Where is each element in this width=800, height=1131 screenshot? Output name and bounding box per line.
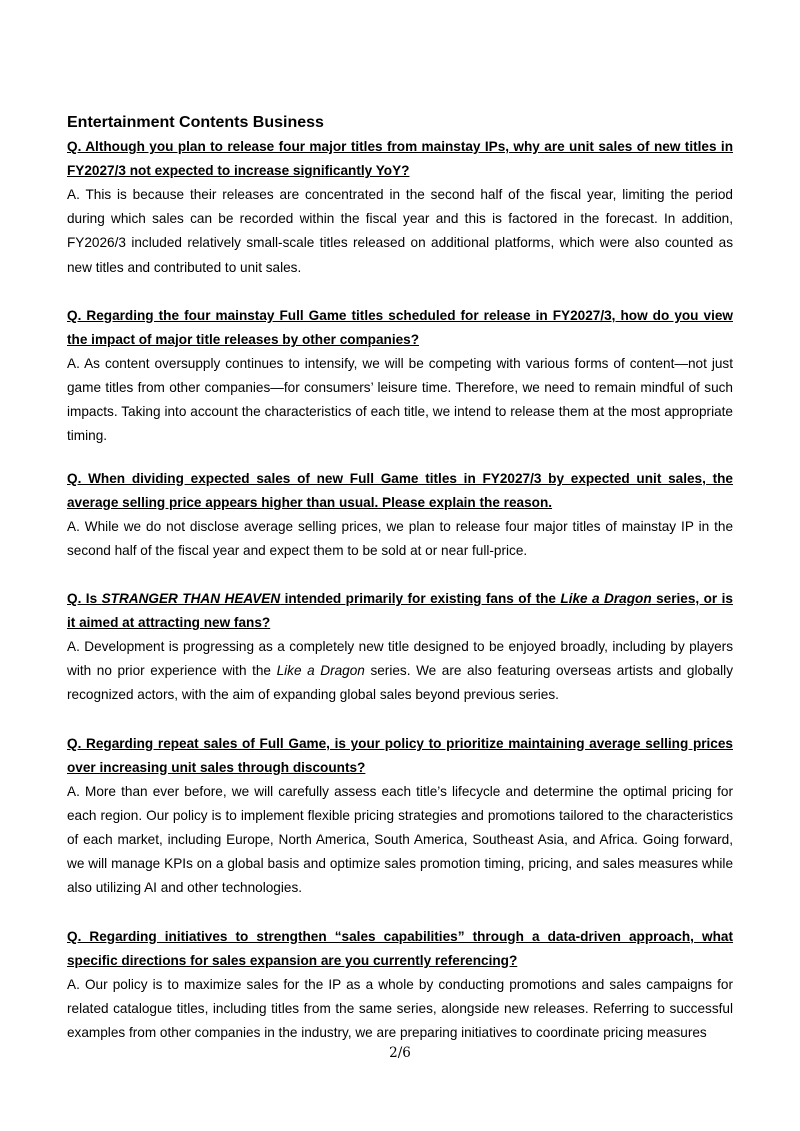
question-text: Q. Regarding initiatives to strengthen “sales capabilities” through a data-driven approach, what specific directions for sales expansion are you currently referencing? (67, 928, 733, 968)
spacer (67, 708, 733, 732)
answer-text: A. This is because their releases are concentrated in the second half of the fiscal year, limiting the period during which sales can be recorded within the fiscal year and this is factored in the forecast. In addition, FY2026/3 included relatively small-scale titles released on additional platforms, which were also counted as new titles and contributed to unit sales. (67, 187, 733, 275)
question-text: Q. Regarding the four mainstay Full Game titles scheduled for release in FY2027/3, how do you view the impact of major title releases by other companies? (67, 307, 733, 347)
question-1 (67, 135, 733, 183)
answer-text: A. As content oversupply continues to intensify, we will be competing with various forms of content—not just game titles from other companies—for consumers’ leisure time. Therefore, we need to remain mindful of such impacts. Taking into account the characteristics of each title, we intend to release them at the most appropriate timing. (67, 355, 733, 444)
question-text: Q. Is (67, 591, 102, 607)
answer-text: A. While we do not disclose average selling prices, we plan to release four major titles of mainstay IP in the second half of the fiscal year and expect them to be sold at or near full-price. (67, 518, 733, 558)
series-italic: Like a Dragon (560, 591, 652, 607)
qa-block-2 (67, 304, 733, 449)
question-text: intended primarily for existing fans of the (280, 591, 561, 607)
spacer (67, 449, 733, 467)
answer-text: A. Our policy is to maximize sales for the IP as a whole by conducting promotions and sales campaigns for related catalogue titles, including titles from the same series, alongside new releases. Referring to successful examples from other companies in the industry, we are preparing initiatives to coordinate pricing measures (67, 976, 733, 1041)
qa-block-6 (67, 925, 733, 1046)
question-text: Q. Although you plan to release four major titles from mainstay IPs, why are unit sales of new titles in FY2027/3 not expected to increase significantly YoY? (67, 139, 733, 178)
answer-text: A. Development is progressing as a completely new title designed to be enjoyed broadly, including by players with no prior experience with the (67, 639, 733, 679)
spacer (67, 901, 733, 925)
spacer (67, 563, 733, 587)
title-italic: STRANGER THAN HEAVEN (101, 591, 281, 607)
answer-1 (67, 183, 733, 280)
qa-block-3 (67, 467, 733, 563)
section-title: Entertainment Contents Business (67, 114, 324, 131)
document-body (67, 111, 733, 1045)
page-number: 2/6 (389, 1045, 411, 1061)
question-3 (67, 467, 733, 515)
question-text: Q. When dividing expected sales of new Full Game titles in FY2027/3 by expected unit sales, the average selling price appears higher than usual. Please explain the reason. (67, 470, 733, 510)
question-4 (67, 587, 733, 635)
series-italic: Like a Dragon (276, 663, 365, 679)
question-text: Q. Regarding repeat sales of Full Game, is your policy to prioritize maintaining average selling prices over increasing unit sales through discounts? (67, 735, 733, 775)
qa-block-4 (67, 587, 733, 708)
answer-5 (67, 780, 733, 901)
answer-2 (67, 352, 733, 449)
question-5 (67, 732, 733, 780)
qa-block-5 (67, 732, 733, 901)
answer-4 (67, 635, 733, 708)
qa-block-1 (67, 135, 733, 280)
answer-6 (67, 973, 733, 1046)
question-2 (67, 304, 733, 352)
answer-3 (67, 515, 733, 563)
answer-text: series. We are also featuring overseas artists and globally recognized actors, with the aim of expanding global sales beyond previous series. (67, 663, 733, 703)
question-6 (67, 925, 733, 973)
answer-text: A. More than ever before, we will carefully assess each title’s lifecycle and determine the optimal pricing for each region. Our policy is to implement flexible pricing strategies and promotions tailored to the characteristics of each market, including Europe, North America, South America, Southeast Asia, and Africa. Going forward, we will manage KPIs on a global basis and optimize sales promotion timing, pricing, and sales measures while also utilizing AI and other technologies. (67, 783, 733, 896)
spacer (67, 280, 733, 304)
question-text: series, or is it aimed at attracting new fans? (67, 591, 733, 631)
